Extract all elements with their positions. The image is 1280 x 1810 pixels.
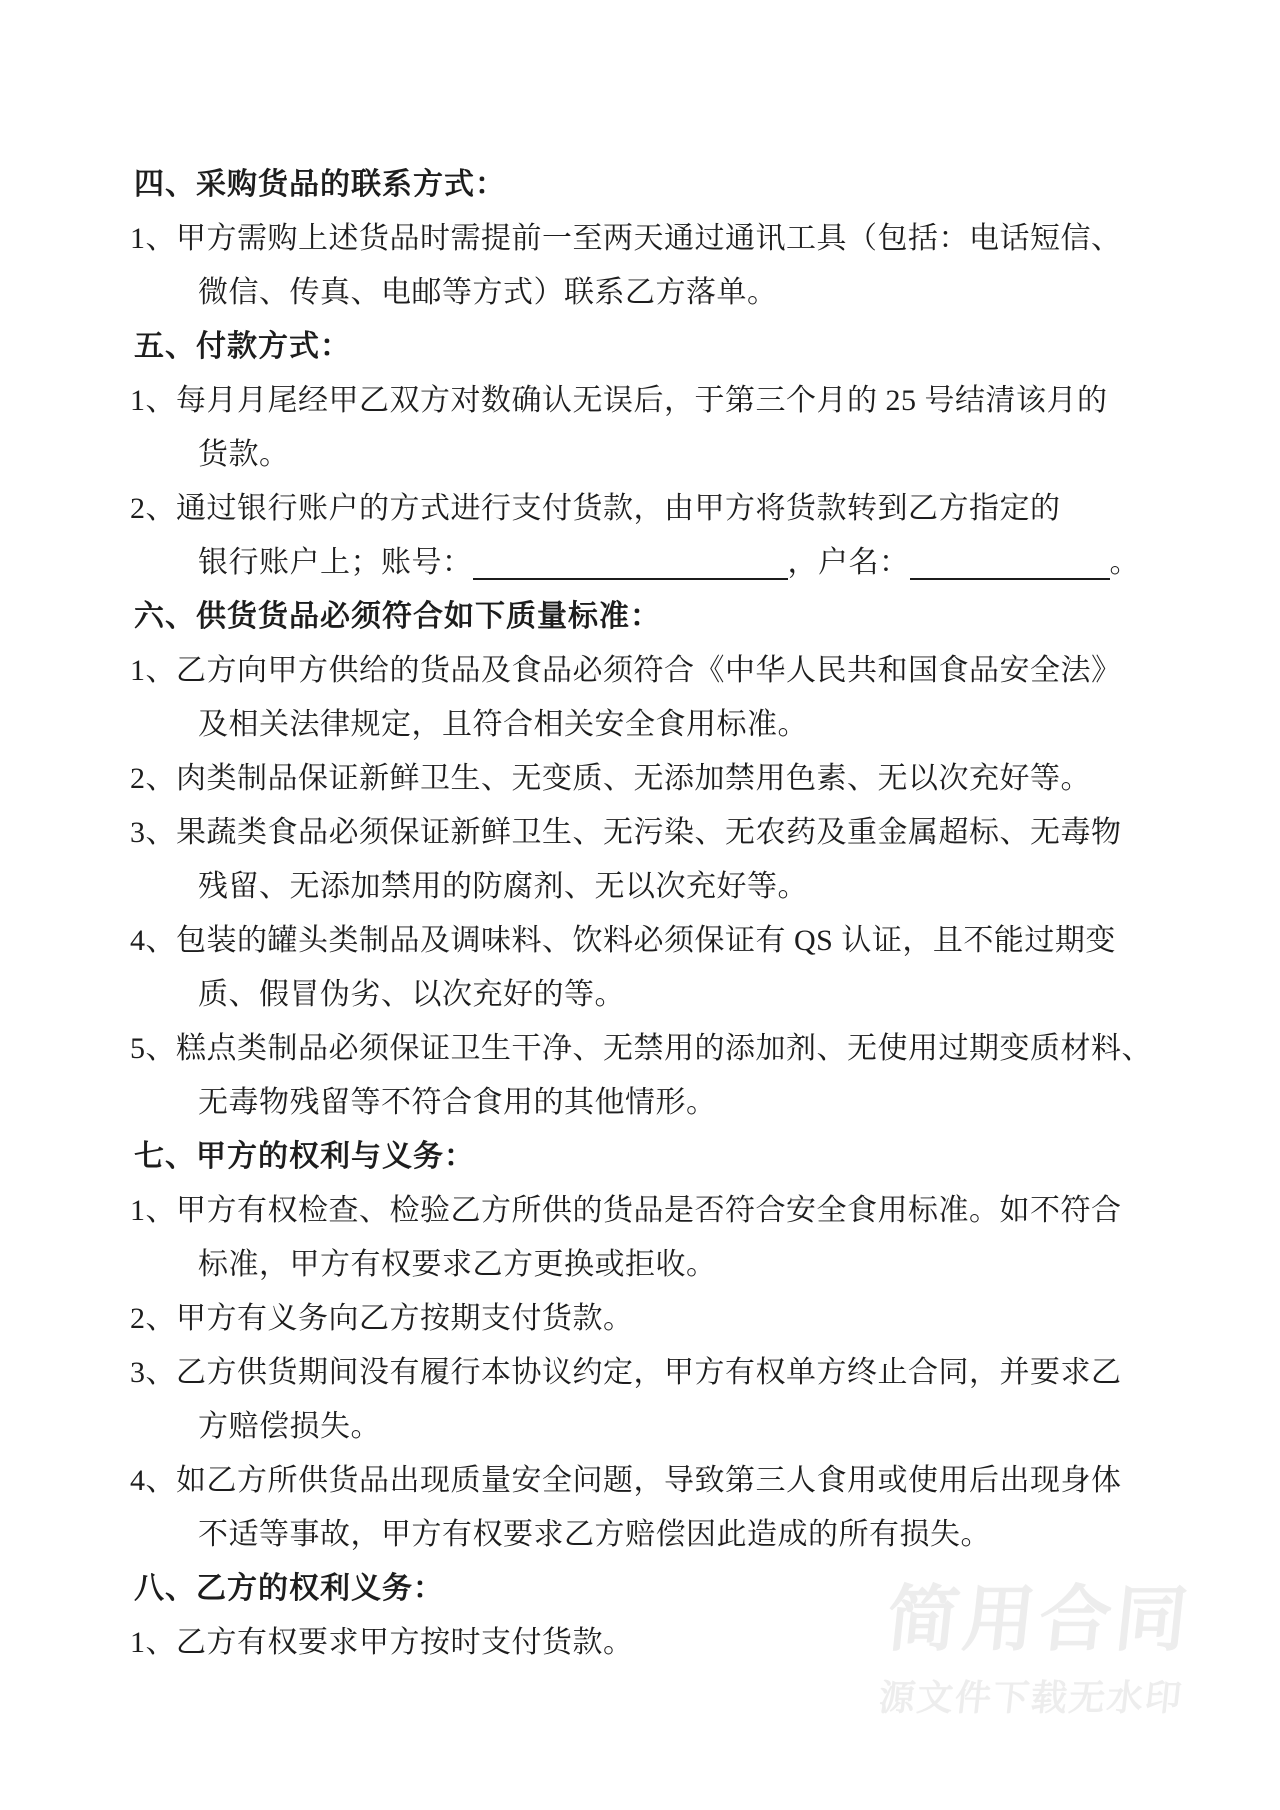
clause-text: 及相关法律规定，且符合相关安全食用标准。 <box>198 708 808 741</box>
clause-number: 4、 <box>130 924 176 957</box>
clause-line-continuation <box>130 860 1210 914</box>
clause-line-continuation <box>130 1076 1210 1130</box>
clause-line-continuation <box>130 1238 1210 1292</box>
clause-text: 包装的罐头类制品及调味料、饮料必须保证有 QS 认证，且不能过期变 <box>176 924 1116 957</box>
watermark-title: 简用合同 <box>882 1580 1196 1660</box>
section-heading: 六、供货货品必须符合如下质量标准： <box>134 600 661 633</box>
clause-text: 糕点类制品必须保证卫生干净、无禁用的添加剂、无使用过期变质材料、 <box>176 1032 1152 1065</box>
clause-line <box>130 806 1210 860</box>
clause-text: 标准，甲方有权要求乙方更换或拒收。 <box>198 1248 717 1281</box>
clause-text: ，户名： <box>787 546 910 579</box>
clause-line-continuation <box>130 536 1210 590</box>
clause-text: 乙方有权要求甲方按时支付货款。 <box>176 1626 634 1659</box>
clause-text: 乙方供货期间没有履行本协议约定，甲方有权单方终止合同，并要求乙 <box>176 1356 1122 1389</box>
clause-text: 甲方有权检查、检验乙方所供的货品是否符合安全食用标准。如不符合 <box>176 1194 1122 1227</box>
clause-number: 2、 <box>130 492 176 525</box>
fill-in-blank[interactable] <box>910 548 1110 580</box>
clause-number: 5、 <box>130 1032 176 1065</box>
clause-line <box>130 374 1210 428</box>
clause-line <box>130 644 1210 698</box>
clause-text: 如乙方所供货品出现质量安全问题，导致第三人食用或使用后出现身体 <box>176 1464 1122 1497</box>
clause-number: 2、 <box>130 1302 176 1335</box>
clause-text: 方赔偿损失。 <box>198 1410 381 1443</box>
clause-number: 1、 <box>130 1194 176 1227</box>
clause-text: 甲方需购上述货品时需提前一至两天通过通讯工具（包括：电话短信、 <box>176 222 1122 255</box>
clause-text: 无毒物残留等不符合食用的其他情形。 <box>198 1086 717 1119</box>
clause-number: 1、 <box>130 1626 176 1659</box>
clause-line <box>130 914 1210 968</box>
clause-text: 残留、无添加禁用的防腐剂、无以次充好等。 <box>198 870 808 903</box>
clause-text: 质、假冒伪劣、以次充好的等。 <box>198 978 625 1011</box>
section-heading: 四、采购货品的联系方式： <box>134 168 506 201</box>
clause-line <box>130 1184 1210 1238</box>
clause-text: 通过银行账户的方式进行支付货款，由甲方将货款转到乙方指定的 <box>176 492 1061 525</box>
clause-number: 2、 <box>130 762 176 795</box>
clause-line-continuation <box>130 968 1210 1022</box>
clause-number: 3、 <box>130 816 176 849</box>
section-heading: 八、乙方的权利义务： <box>134 1572 444 1605</box>
clause-line <box>130 1454 1210 1508</box>
clause-line-continuation <box>130 266 1210 320</box>
clause-number: 3、 <box>130 1356 176 1389</box>
clause-line <box>130 1022 1210 1076</box>
clause-text: 肉类制品保证新鲜卫生、无变质、无添加禁用色素、无以次充好等。 <box>176 762 1091 795</box>
clause-line <box>130 1292 1210 1346</box>
clause-text: 微信、传真、电邮等方式）联系乙方落单。 <box>198 276 778 309</box>
clause-line <box>130 1616 1210 1670</box>
section-heading: 五、付款方式： <box>134 330 351 363</box>
clause-line <box>130 752 1210 806</box>
clause-number: 1、 <box>130 384 176 417</box>
clause-number: 4、 <box>130 1464 176 1497</box>
clause-text: 甲方有义务向乙方按期支付货款。 <box>176 1302 634 1335</box>
fill-in-blank[interactable] <box>473 548 788 580</box>
clause-text: 银行账户上；账号： <box>198 546 473 579</box>
clause-text: 乙方向甲方供给的货品及食品必须符合《中华人民共和国食品安全法》 <box>176 654 1122 687</box>
clause-text: 果蔬类食品必须保证新鲜卫生、无污染、无农药及重金属超标、无毒物 <box>176 816 1122 849</box>
clause-line-continuation <box>130 698 1210 752</box>
section-heading: 七、甲方的权利与义务： <box>134 1140 475 1173</box>
clause-number: 1、 <box>130 222 176 255</box>
clause-text: 。 <box>1109 546 1140 579</box>
clause-text: 每月月尾经甲乙双方对数确认无误后，于第三个月的 25 号结清该月的 <box>176 384 1108 417</box>
clause-line <box>130 482 1210 536</box>
clause-text: 不适等事故，甲方有权要求乙方赔偿因此造成的所有损失。 <box>198 1518 991 1551</box>
contract-body <box>130 158 1210 1670</box>
clause-line-continuation <box>130 428 1210 482</box>
clause-line <box>130 212 1210 266</box>
clause-line-continuation <box>130 1508 1210 1562</box>
clause-number: 1、 <box>130 654 176 687</box>
clause-line-continuation <box>130 1400 1210 1454</box>
watermark-subtitle: 源文件下载无水印 <box>876 1677 1186 1718</box>
clause-line <box>130 1346 1210 1400</box>
clause-text: 货款。 <box>198 438 290 471</box>
